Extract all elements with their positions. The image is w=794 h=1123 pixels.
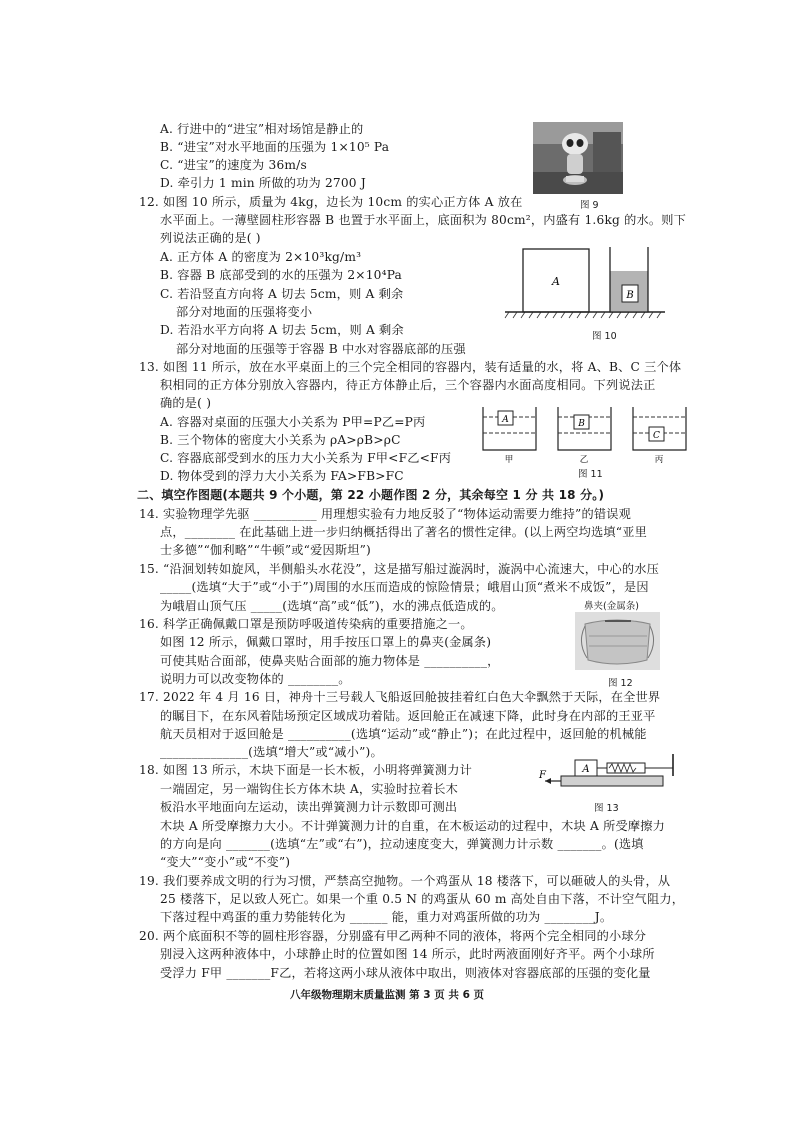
figure-11-label-b: B [578,419,585,429]
section-heading: 二、填空作图题(本题共 9 个小题，第 22 小题作图 2 分，其余每空 1 分 共 18 分。) [137,488,605,502]
figure-12-mask [575,612,660,670]
q12-option-c: 部分对地面的压强将变小 [176,305,313,319]
q19-text: 下落过程中鸡蛋的重力势能转化为 ______ 能，重力对鸡蛋所做的功为 ________J。 [160,910,613,924]
q18-text: 18. 如图 13 所示，木块下面是一长木板，小明将弹簧测力计 [139,763,473,777]
figure-11-caption: 图 11 [578,469,603,480]
q12-option-c: C. 若沿竖直方向将 A 切去 5cm，则 A 剩余 [160,287,404,301]
q20-text: 别浸入这两种液体中，小球静止时的位置如图 14 所示，此时两液面刚好齐平。两个小球所 [160,947,655,961]
q13-stem: 积相同的正方体分别放入容器内，待正方体静止后，三个容器内水面高度相同。下列说法正 [160,378,656,392]
q11-option-b: B. “进宝”对水平地面的压强为 1×10⁵ Pa [160,140,390,154]
q12-option-d: D. 若沿水平方向将 A 切去 5cm，则 A 剩余 [160,323,404,337]
figure-13-caption: 图 13 [594,803,619,814]
figure-13-force-label: F [539,770,546,781]
q18-text: 木块 A 所受摩擦力大小。不计弹簧测力计的自重，在木板运动的过程中，木块 A 所受摩擦力 [160,819,666,833]
q18-text: 板沿水平地面向左运动，读出弹簧测力计示数即可测出 [160,800,458,814]
figure-10-label-b: B [626,290,634,301]
q12-stem: 12. 如图 10 所示，质量为 4kg，边长为 10cm 的实心正方体 A 放在 [139,195,523,209]
figure-11-name-bing: 丙 [654,455,664,465]
figure-9-photo [533,122,623,194]
q14-text: 点，________ 在此基础上进一步归纳概括得出了著名的惯性定律。(以上两空均选填“亚里 [160,525,647,539]
page-footer: 八年级物理期末质量监测 第 3 页 共 6 页 [290,989,485,1001]
q13-option-c: C. 容器底部受到水的压力大小关系为 F甲<F乙<F丙 [160,451,452,465]
q19-text: 19. 我们要养成文明的行为习惯，严禁高空抛物。一个鸡蛋从 18 楼落下，可以砸破人的头骨，从 [139,874,671,888]
figure-10-label-a: A [552,275,560,288]
q12-option-d: 部分对地面的压强等于容器 B 中水对容器底部的压强 [176,342,466,356]
figure-10 [505,245,675,325]
q17-text: 的瞩目下，在东风着陆场预定区域成功着陆。返回舱正在减速下降，此时身在内部的王亚平 [160,709,656,723]
q11-option-d: D. 牵引力 1 min 所做的功为 2700 J [160,176,366,190]
q17-text: 17. 2022 年 4 月 16 日，神舟十三号载人飞船返回舱披挂着红白色大伞飘然于天际，在全世界 [139,690,661,704]
q14-text: 14. 实验物理学先驱 __________ 用理想实验有力地反驳了“物体运动需要力维持”的错误观 [139,507,632,521]
q12-option-b: B. 容器 B 底部受到的水的压强为 2×10⁴Pa [160,268,403,282]
q16-text: 说明力可以改变物体的 ________。 [160,672,351,686]
q17-text: ______________(选填“增大”或“减小”)。 [160,745,383,759]
q11-option-c: C. “进宝”的速度为 36m/s [160,158,307,172]
figure-11-label-a: A [502,415,509,425]
figure-11-name-yi: 乙 [579,455,589,465]
figure-12-annotation: 鼻夹(金属条) [584,601,639,612]
q11-option-a: A. 行进中的“进宝”相对场馆是静止的 [160,122,364,136]
q13-stem: 13. 如图 11 所示，放在水平桌面上的三个完全相同的容器内，装有适量的水，将 A、B、C 三个体 [139,360,682,374]
q15-text: _____(选填“大于”或“小于”)周围的水压而造成的惊险情景；峨眉山顶“煮米不成饭”，是因 [160,580,649,594]
figure-11-label-c: C [653,431,660,441]
q13-option-a: A. 容器对桌面的压强大小关系为 P甲=P乙=P丙 [160,415,426,429]
q13-option-b: B. 三个物体的密度大小关系为 ρA>ρB>ρC [160,433,401,447]
q18-text: 的方向是向 _______(选填“左”或“右”)，拉动速度变大，弹簧测力计示数 _______。(选填 [160,837,644,851]
q19-text: 25 楼落下，足以致人死亡。如果一个重 0.5 N 的鸡蛋从 60 m 高处自由下落，不计空气阻力， [160,892,685,906]
figure-11-name-jia: 甲 [504,455,514,465]
q13-option-d: D. 物体受到的浮力大小关系为 FA>FB>FC [160,469,404,483]
figure-13 [539,752,685,794]
q16-text: 可使其贴合面部，使鼻夹贴合面部的施力物体是 __________， [160,654,500,668]
q14-text: 士多德”“伽利略”“牛顿”或“爱因斯坦”) [160,543,372,557]
q15-text: 15. “沿洄划转如旋风，半侧船头水花没”，这是描写船过漩涡时，漩涡中心流速大，中心的水压 [139,562,660,576]
figure-11 [480,405,695,465]
q12-option-a: A. 正方体 A 的密度为 2×10³kg/m³ [160,250,362,264]
q18-text: “变大”“变小”或“不变”) [160,855,291,869]
figure-12-caption: 图 12 [608,678,633,689]
q20-text: 20. 两个底面积不等的圆柱形容器，分别盛有甲乙两种不同的液体，将两个完全相同的小球分 [139,929,647,943]
q12-stem: 水平面上。一薄壁圆柱形容器 B 也置于水平面上，底面积为 80cm²，内盛有 1.6kg 的水。则下 [160,213,687,227]
q15-text: 为峨眉山顶气压 _____(选填“高”或“低”)，水的沸点低造成的。 [160,599,504,613]
figure-10-caption: 图 10 [592,331,617,342]
q13-stem: 确的是( ) [160,396,212,410]
q16-text: 如图 12 所示，佩戴口罩时，用手按压口罩上的鼻夹(金属条) [160,635,492,649]
q12-stem: 列说法正确的是( ) [160,231,261,245]
q16-text: 16. 科学正确佩戴口罩是预防呼吸道传染病的重要措施之一。 [139,617,473,631]
q20-text: 受浮力 F甲 _______F乙，若将这两小球从液体中取出，则液体对容器底部的压强的变化量 [160,966,651,980]
figure-9-caption: 图 9 [580,200,599,211]
q18-text: 一端固定，另一端钩住长方体木块 A，实验时拉着长木 [160,782,458,796]
figure-13-label-a: A [582,764,590,775]
q17-text: 航天员相对于返回舱是 __________(选填“运动”或“静止”)；在此过程中，返回舱的机械能 [160,727,647,741]
